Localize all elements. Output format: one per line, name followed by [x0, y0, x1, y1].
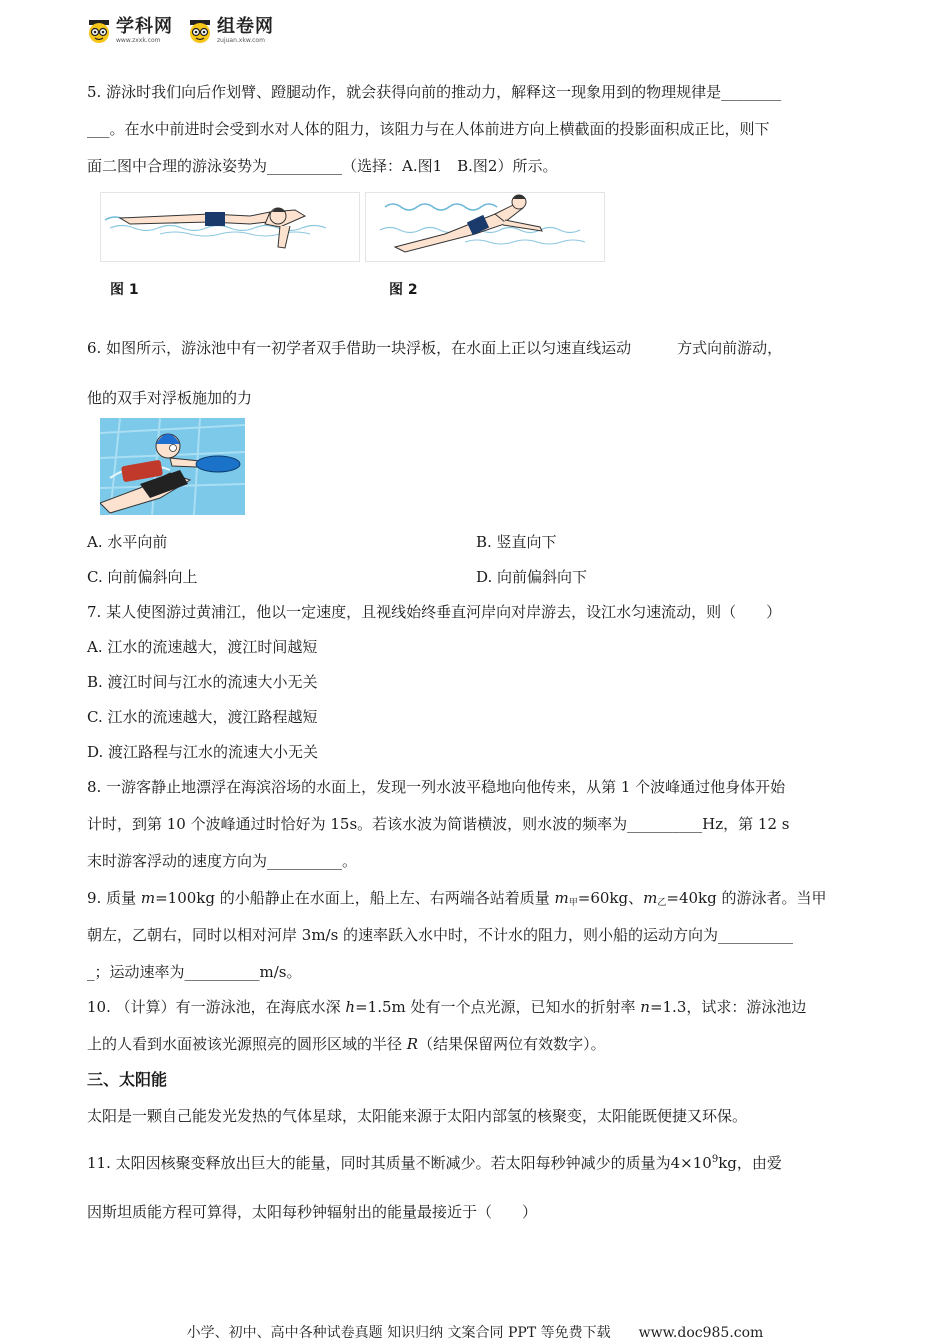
q6-option-a[interactable]: A. 水平向前 — [87, 533, 168, 551]
logo1-name: 学科网 — [116, 16, 173, 37]
figure-1-caption: 图 1 — [110, 282, 139, 298]
q9-text: =60kg、 — [577, 889, 644, 907]
q9-text: =100kg 的小船静止在水面上，船上左、右两端各站着质量 — [155, 889, 555, 907]
header-logos — [86, 14, 274, 48]
q11-math-unit: kg — [718, 1154, 737, 1172]
logo2-name: 组卷网 — [217, 16, 274, 37]
q6-line1-b: 方式向前游动， — [677, 339, 783, 357]
logo-xuekewang[interactable] — [86, 18, 173, 44]
q9-m: m — [140, 889, 156, 907]
q9-m-jia: m — [554, 889, 569, 907]
q11-text: 11. 太阳因核聚变释放出巨大的能量，同时其质量不断减少。若太阳每秒钟减少的质量为 — [87, 1154, 671, 1172]
logo-zujuanwang[interactable] — [187, 18, 274, 44]
kickboard-swimmer-figure — [100, 418, 245, 515]
q6-option-d[interactable]: D. 向前偏斜向下 — [476, 568, 588, 586]
q11-math-base: 4×10 — [670, 1154, 712, 1172]
q9-line3: _；运动速率为__________m/s。 — [87, 963, 302, 981]
q6-option-b[interactable]: B. 竖直向下 — [476, 533, 557, 551]
q10-line1 — [87, 997, 806, 1017]
q7-option-a[interactable]: A. 江水的流速越大，渡江时间越短 — [87, 638, 318, 656]
q11-line1 — [87, 1150, 782, 1173]
logo2-url: zujuan.xkw.com — [217, 37, 265, 44]
q10-text: （结果保留两位有效数字）。 — [418, 1035, 606, 1053]
q7-option-d[interactable]: D. 渡江路程与江水的流速大小无关 — [87, 743, 319, 761]
q5-line2: ___。在水中前进时会受到水对人体的阻力，该阻力与在人体前进方向上横截面的投影面积成正比，则下 — [87, 120, 770, 138]
q11-text: ，由爱 — [736, 1154, 782, 1172]
q10-text: 10. （计算）有一游泳池，在海底水深 — [87, 998, 346, 1016]
q9-line2: 朝左，乙朝右，同时以相对河岸 3m/s 的速率跃入水中时，不计水的阻力，则小船的运动方向为__________ — [87, 926, 794, 944]
q10-n: n — [640, 998, 650, 1016]
q9-text: 9. 质量 — [87, 889, 141, 907]
q6-option-c[interactable]: C. 向前偏斜向上 — [87, 568, 198, 586]
section-heading: 三、太阳能 — [87, 1070, 168, 1089]
q5-line1: 5. 游泳时我们向后作划臂、蹬腿动作，就会获得向前的推动力，解释这一现象用到的物理规律是________ — [87, 83, 782, 101]
q7-option-b[interactable]: B. 渡江时间与江水的流速大小无关 — [87, 673, 318, 691]
mascot-icon — [86, 18, 112, 44]
q7-stem: 7. 某人使图游过黄浦江，他以一定速度，且视线始终垂直河岸向对岸游去，设江水匀速流动，则（ ） — [87, 603, 782, 621]
q10-text: 上的人看到水面被该光源照亮的圆形区域的半径 — [87, 1035, 407, 1053]
q9-text: =40kg 的游泳者。当甲 — [666, 889, 827, 907]
q9-m-yi: m — [643, 889, 658, 907]
mascot-icon — [187, 18, 213, 44]
swimmer-figure-2 — [365, 192, 605, 262]
swimmer-figure-1 — [100, 192, 360, 262]
q10-h: h — [345, 998, 356, 1016]
q9-sub-jia: 甲 — [568, 898, 578, 908]
logo1-url: www.zxxk.com — [116, 37, 161, 44]
q11-line2: 因斯坦质能方程可算得，太阳每秒钟辐射出的能量最接近于（ ） — [87, 1203, 538, 1221]
q11-math-exponent: 9 — [711, 1154, 719, 1165]
q9-sub-yi: 乙 — [657, 898, 667, 908]
q6-line1-a: 6. 如图所示，游泳池中有一初学者双手借助一块浮板，在水面上正以匀速直线运动 — [87, 339, 632, 357]
figure-2-caption: 图 2 — [389, 282, 418, 298]
q8-line1: 8. 一游客静止地漂浮在海滨浴场的水面上，发现一列水波平稳地向他传来，从第 1 个波峰通过他身体开始 — [87, 778, 786, 796]
q9-line1 — [87, 888, 827, 913]
q8-line3: 末时游客浮动的速度方向为__________。 — [87, 852, 358, 870]
q10-r: R — [406, 1035, 419, 1053]
q5-line3: 面二图中合理的游泳姿势为__________（选择：A.图1 B.图2）所示。 — [87, 157, 558, 175]
q10-line2 — [87, 1034, 606, 1054]
q8-line2: 计时，到第 10 个波峰通过时恰好为 15s。若该水波为简谐横波，则水波的频率为__________Hz，第 12 s — [87, 815, 790, 833]
footer: 小学、初中、高中各种试卷真题 知识归纳 文案合同 PPT 等免费下载 www.doc985.com — [186, 1325, 764, 1341]
q6-line1 — [87, 338, 782, 358]
q7-option-c[interactable]: C. 江水的流速越大，渡江路程越短 — [87, 708, 318, 726]
q10-text: =1.5m 处有一个点光源，已知水的折射率 — [355, 998, 641, 1016]
section-intro: 太阳是一颗自己能发光发热的气体星球，太阳能来源于太阳内部氢的核聚变，太阳能既便捷又环保。 — [87, 1107, 748, 1125]
q10-text: =1.3，试求：游泳池边 — [649, 998, 807, 1016]
q6-line2: 他的双手对浮板施加的力 — [87, 389, 253, 407]
